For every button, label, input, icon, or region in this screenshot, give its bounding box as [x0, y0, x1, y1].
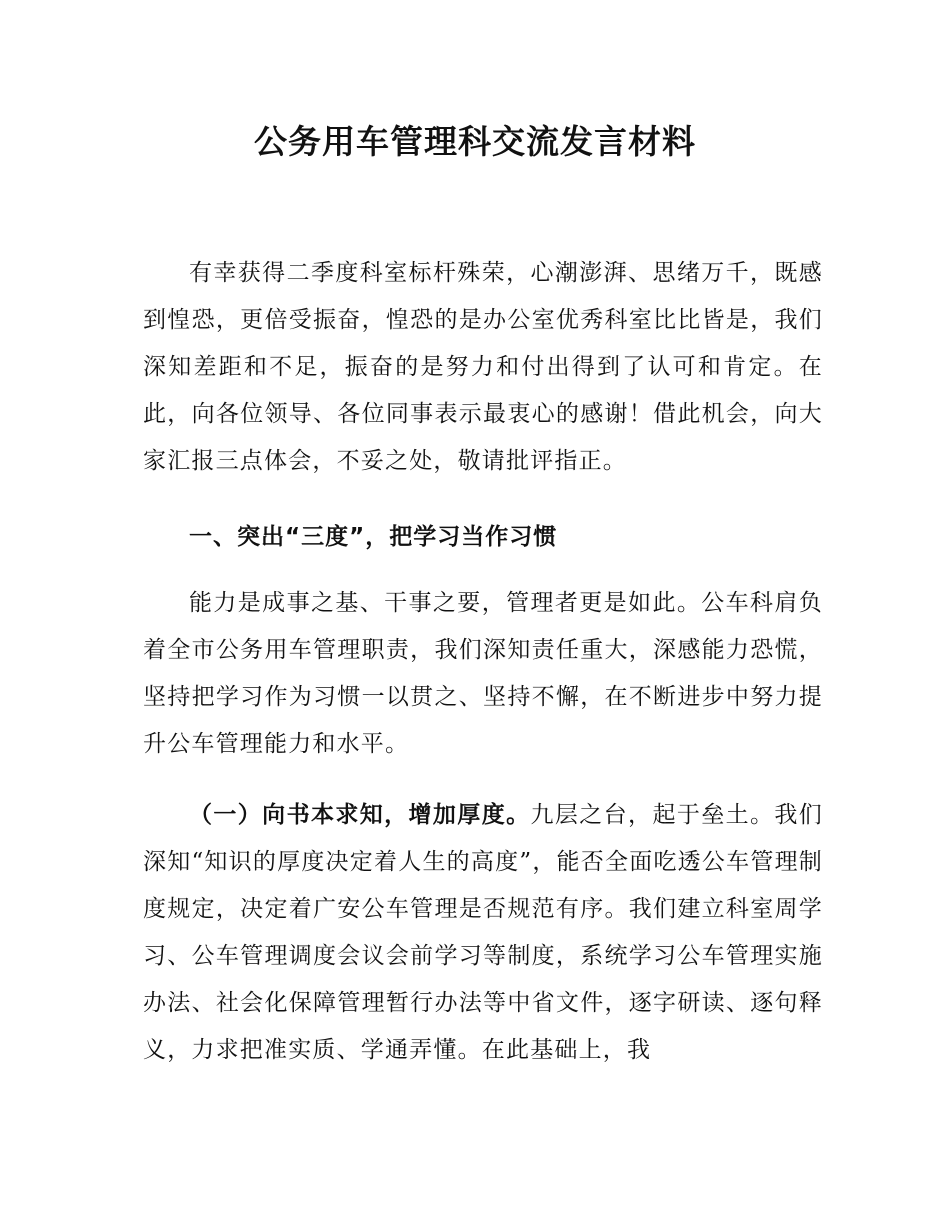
- section-1-heading: 一、突出“三度”，把学习当作习惯: [189, 524, 558, 550]
- document-title: 公务用车管理科交流发言材料: [254, 122, 696, 161]
- intro-paragraph: 有幸获得二季度科室标杆殊荣，心潮澎湃、思绪万千，既感到惶恐，更倍受振奋，惶恐的是办公室优秀科室比比皆是，我们深知差距和不足，振奋的是努力和付出得到了认可和肯定。在此，向各位领导、各位同事表示最衷心的感谢！借此机会，向大家汇报三点体会，不妥之处，敬请批评指正。: [143, 260, 823, 474]
- subsection-1-paragraph: [143, 792, 823, 1074]
- section-1-paragraph: 能力是成事之基、干事之要，管理者更是如此。公车科肩负着全市公务用车管理职责，我们深知责任重大，深感能力恐慌，坚持把学习作为习惯一以贯之、坚持不懈，在不断进步中努力提升公车管理能力和水平。: [143, 590, 823, 757]
- subsection-1-text: 九层之台，起于垒土。我们深知“知识的厚度决定着人生的高度”，能否全面吃透公车管理制度规定，决定着广安公车管理是否规范有序。我们建立科室周学习、公车管理调度会议会前学习等制度，系统学习公车管理实施办法、社会化保障管理暂行办法等中省文件，逐字研读、逐句释义，力求把准实质、学通弄懂。在此基础上，我: [143, 802, 823, 1063]
- subsection-1-lead: （一）向书本求知，增加厚度。: [189, 802, 531, 828]
